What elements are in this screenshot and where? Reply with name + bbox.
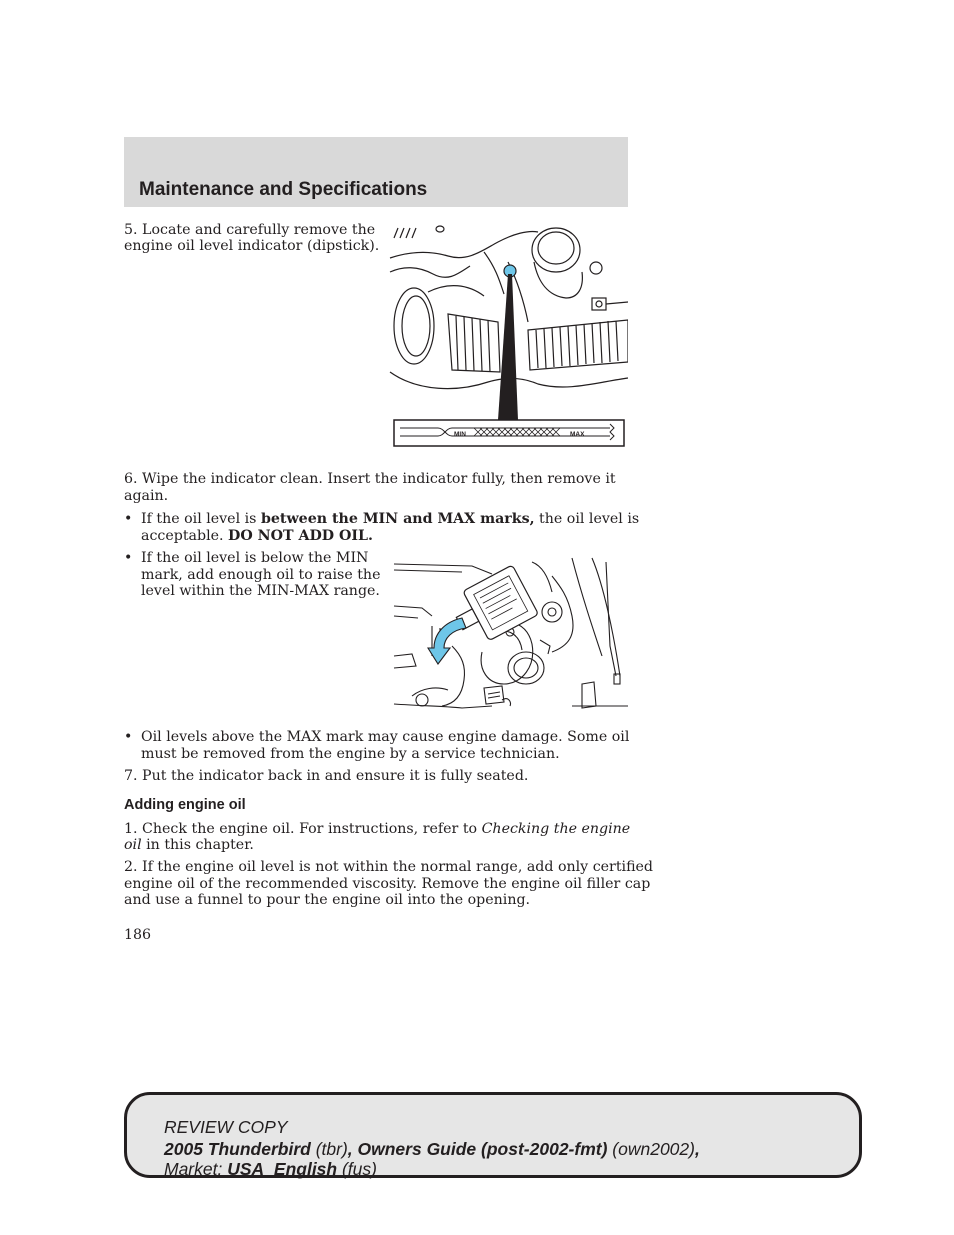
bullet-2-line-2: mark, add enough oil to raise the xyxy=(141,566,381,583)
review-copy-footer xyxy=(124,1092,862,1178)
adding-step-1-post: in this chapter. xyxy=(141,837,254,853)
dipstick-location-illustration xyxy=(388,222,628,450)
bullet-1-line2-pre: acceptable. xyxy=(141,527,229,544)
bullet-dot: • xyxy=(124,511,133,527)
bullet-oil-above-max xyxy=(124,729,628,763)
bullet-oil-within-range xyxy=(124,511,640,545)
bullet-2-line-3: level within the MIN-MAX range. xyxy=(141,583,380,599)
step-7: 7. Put the indicator back in and ensure it is fully seated. xyxy=(124,768,529,784)
adding-oil-illustration xyxy=(392,556,628,714)
bullet-1-text-bold: between the MIN and MAX marks, xyxy=(260,511,535,527)
footer-market: USA_English xyxy=(227,1159,338,1179)
bullet-1-text-pre: If the oil level is xyxy=(141,511,261,527)
adding-step-1-line-2 xyxy=(124,837,254,854)
step-5-line-2: engine oil level indicator (dipstick). xyxy=(124,238,380,254)
adding-oil-heading: Adding engine oil xyxy=(124,797,246,813)
page-number: 186 xyxy=(124,927,152,943)
footer-market-line xyxy=(164,1159,377,1180)
section-header-band xyxy=(124,137,628,207)
step-5-line-1: 5. Locate and carefully remove the xyxy=(124,222,376,238)
footer-market-code: (fus) xyxy=(337,1159,377,1179)
dipstick-min-label: MIN xyxy=(454,431,466,438)
section-title: Maintenance and Specifications xyxy=(139,179,428,200)
bullet-3-line-2: must be removed from the engine by a service technician. xyxy=(141,745,560,762)
adding-step-2-line-2: engine oil of the recommended viscosity. Remove the engine oil filler cap xyxy=(124,876,651,892)
bullet-dot: • xyxy=(124,729,133,745)
step-6-line-2: again. xyxy=(124,488,169,504)
footer-model: 2005 Thunderbird xyxy=(164,1139,311,1159)
bullet-dot: • xyxy=(124,550,133,566)
step-6-line-1: 6. Wipe the indicator clean. Insert the indicator fully, then remove it xyxy=(124,471,616,487)
bullet-3-line-1: Oil levels above the MAX mark may cause engine damage. Some oil xyxy=(141,729,630,745)
dipstick-max-label: MAX xyxy=(570,431,585,438)
adding-step-1-line-1 xyxy=(124,821,630,838)
bullet-1-text-post: the oil level is xyxy=(534,511,640,527)
adding-step-2-line-3: and use a funnel to pour the engine oil into the opening. xyxy=(124,892,531,908)
footer-market-label: Market: xyxy=(164,1159,228,1179)
checking-oil-reference: Checking the engine xyxy=(481,821,631,837)
bullet-1-warning: DO NOT ADD OIL. xyxy=(228,527,373,544)
footer-model-code: (tbr) xyxy=(310,1139,348,1159)
bullet-oil-below-min xyxy=(124,550,384,600)
adding-step-2-line-1: 2. If the engine oil level is not within the normal range, add only certified xyxy=(124,859,654,875)
footer-comma: , xyxy=(694,1139,700,1159)
adding-step-1-pre: 1. Check the engine oil. For instructions, refer to xyxy=(124,821,482,837)
checking-oil-reference-end: oil xyxy=(124,837,142,853)
footer-guide-line xyxy=(164,1139,700,1160)
bullet-2-line-1: If the oil level is below the MIN xyxy=(141,550,369,566)
footer-guide: , Owners Guide (post-2002-fmt) xyxy=(347,1139,608,1159)
footer-review-label: REVIEW COPY xyxy=(164,1117,288,1137)
footer-guide-code: (own2002) xyxy=(607,1139,695,1159)
